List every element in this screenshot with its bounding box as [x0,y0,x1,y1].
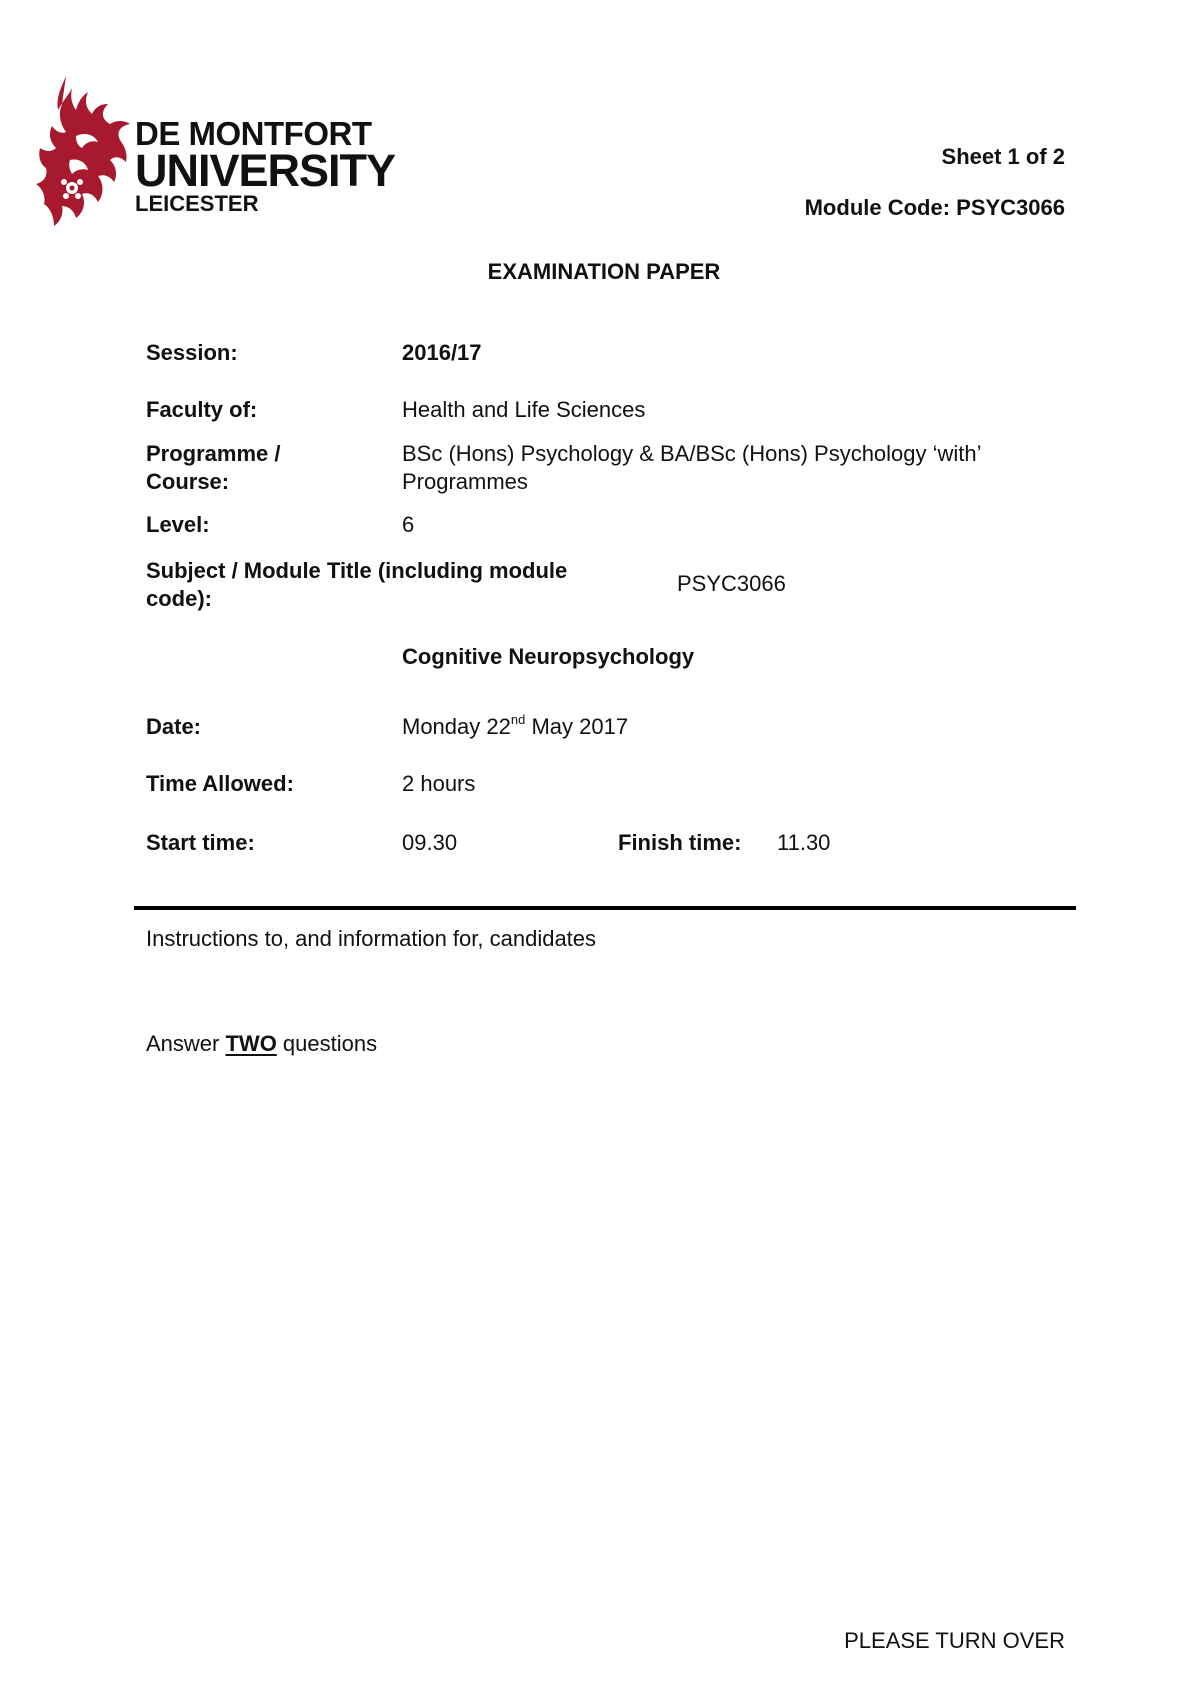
faculty-value: Health and Life Sciences [402,397,646,422]
logo-line-leicester: LEICESTER [135,191,259,216]
logo-line-university: UNIVERSITY [135,145,396,196]
session-value: 2016/17 [402,340,482,365]
date-day: Monday 22 [402,714,511,739]
answer-suffix: questions [276,1031,378,1056]
programme-value-line2: Programmes [402,469,528,494]
time-allowed-label: Time Allowed: [146,771,294,796]
logo-wordmark [135,117,395,217]
start-time-label: Start time: [146,830,255,855]
page-title-text: EXAMINATION PAPER [487,259,721,284]
date-month-year: May 2017 [525,714,629,739]
lion-crest-icon [36,76,132,226]
finish-time-label: Finish time: [618,830,742,855]
finish-time-value: 11.30 [777,830,831,855]
programme-label-line2: Course: [146,469,230,494]
please-turn-over: PLEASE TURN OVER [844,1628,1065,1653]
module-code: Module Code: PSYC3066 [804,195,1065,220]
start-time-value: 09.30 [402,830,458,855]
date-label: Date: [146,714,202,739]
subject-label-line1: Subject / Module Title (including module [146,558,568,583]
programme-label-line1: Programme / [146,441,281,466]
answer-count-emphasis: TWO [225,1031,277,1056]
level-label: Level: [146,512,210,537]
level-value: 6 [402,512,415,537]
module-title: Cognitive Neuropsychology [402,644,695,669]
programme-value-line1: BSc (Hons) Psychology & BA/BSc (Hons) Psychology ‘with’ [402,441,982,466]
subject-code-value: PSYC3066 [677,571,786,596]
page-title [0,258,1200,286]
date-value [402,713,628,741]
logo-line-de-montfort: DE MONTFORT [135,115,372,152]
instructions-heading: Instructions to, and information for, candidates [146,926,597,951]
date-ordinal-suffix: nd [510,712,526,727]
answer-instruction [146,1030,377,1058]
time-allowed-value: 2 hours [402,771,476,796]
answer-prefix: Answer [146,1031,226,1056]
subject-label-line2: code): [146,586,212,611]
sheet-number: Sheet 1 of 2 [941,144,1065,169]
session-label: Session: [146,340,238,365]
section-divider [134,906,1076,910]
faculty-label: Faculty of: [146,397,258,422]
